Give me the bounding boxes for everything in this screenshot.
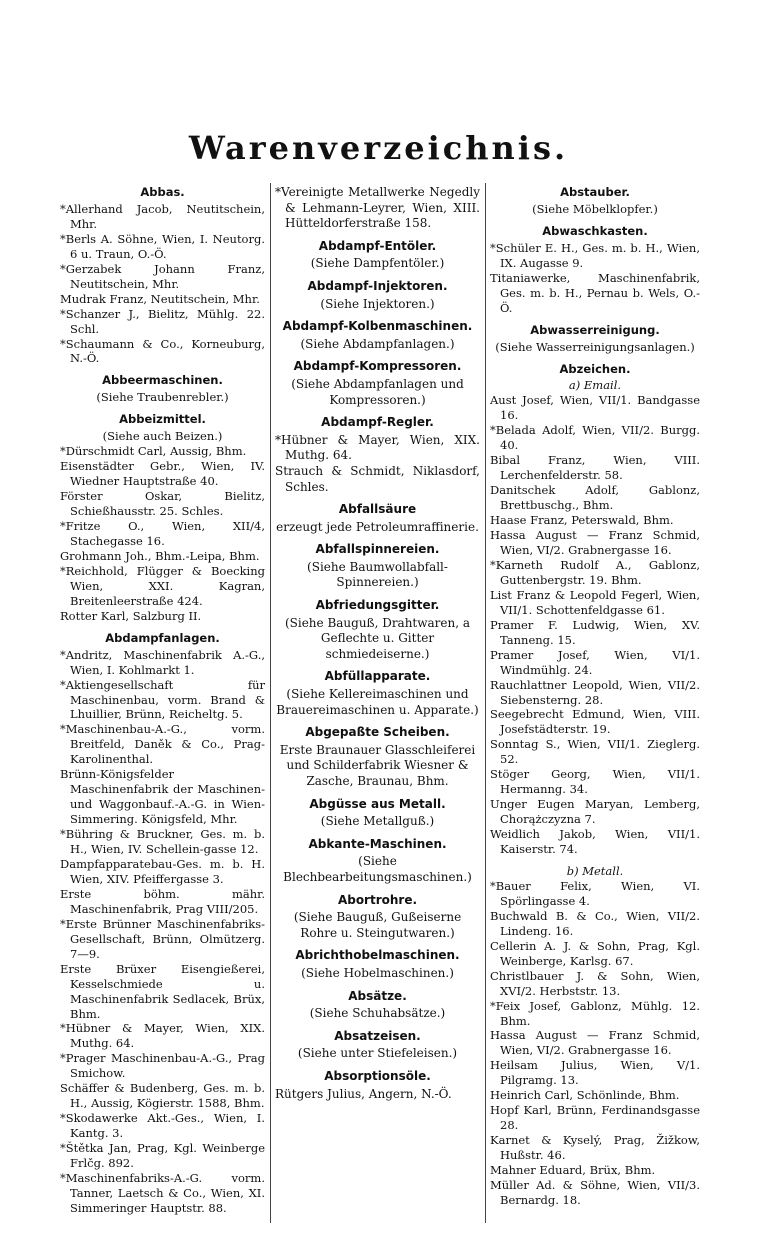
index-section: [275, 502, 480, 535]
section-heading: Abkante-Maschinen.: [308, 836, 447, 851]
index-section: [490, 224, 700, 316]
directory-entry: Schäffer & Budenberg, Ges. m. b. H., Aussig, Kögierstr. 1588, Bhm.: [60, 1081, 265, 1111]
section-heading: Abdampf-Entöler.: [318, 238, 437, 253]
directory-entry: Dampfapparatebau-Ges. m. b. H. Wien, XIV. Pfeiffergasse 3.: [60, 856, 265, 886]
directory-entry: Förster Oskar, Bielitz, Schießhausstr. 25. Schles.: [60, 489, 265, 519]
index-section: [275, 598, 480, 662]
section-heading: Absatzeisen.: [334, 1028, 421, 1043]
directory-entry: Bibal Franz, Wien, VIII. Lerchenfelderstr. 58.: [490, 453, 700, 483]
section-heading: Abbas.: [140, 185, 185, 199]
directory-entry: Strauch & Schmidt, Niklasdorf, Schles.: [275, 463, 480, 494]
directory-entry: Karnet & Kyselý, Prag, Žižkow, Hußstr. 46.: [490, 1133, 700, 1163]
column-2: [275, 185, 480, 1102]
directory-entry: Stöger Georg, Wien, VII/1. Hermanng. 34.: [490, 767, 700, 797]
directory-entry: *Berls A. Söhne, Wien, I. Neutorg. 6 u. Traun, O.-Ö.: [60, 231, 265, 261]
directory-entry: *Schaumann & Co., Korneuburg, N.-Ö.: [60, 336, 265, 366]
index-section: [275, 837, 480, 886]
section-reference: (Siehe Kellereimaschinen und Brauereimaschinen u. Apparate.): [276, 687, 479, 717]
index-section: [275, 1069, 480, 1102]
directory-entry: Rütgers Julius, Angern, N.-Ö.: [275, 1086, 452, 1101]
section-heading: Abgepaßte Scheiben.: [305, 725, 450, 740]
directory-entry: Unger Eugen Maryan, Lemberg, Chorążczyzna 7.: [490, 797, 700, 827]
section-heading: Abdampfanlagen.: [105, 630, 220, 645]
section-heading: Abwaschkasten.: [542, 223, 648, 238]
section-heading: Abrichthobelmaschinen.: [295, 948, 460, 963]
section-heading: Abdampf-Kompressoren.: [293, 359, 462, 374]
index-section: [490, 323, 700, 355]
directory-entry: Hopf Karl, Brünn, Ferdinandsgasse 28.: [490, 1103, 700, 1133]
index-section: [275, 319, 480, 352]
section-heading: Abstauber.: [560, 185, 630, 199]
section-reference: (Siehe Metallguß.): [320, 814, 435, 829]
column-1: [60, 185, 265, 1216]
directory-entry: *Dürschmidt Carl, Aussig, Bhm.: [60, 444, 247, 459]
section-heading: Abfriedungsgitter.: [315, 598, 440, 613]
directory-entry: *Maschinenfabriks-A.-G. vorm. Tanner, Laetsch & Co., Wien, XI. Simmeringer Hauptstr. 88.: [60, 1171, 265, 1215]
directory-entry: Rotter Karl, Salzburg II.: [60, 608, 202, 623]
index-section: [60, 631, 265, 1216]
index-section: [60, 412, 265, 623]
section-reference: (Siehe Möbelklopfer.): [532, 201, 658, 216]
section-reference: (Siehe Blechbearbeitungsmaschinen.): [283, 854, 472, 884]
directory-entry: *Reichhold, Flügger & Boecking Wien, XXI. Kagran, Breitenleerstraße 424.: [60, 563, 265, 608]
directory-entry: Hassa August — Franz Schmid, Wien, VI/2. Grabnergasse 16.: [490, 1028, 700, 1058]
index-section: [275, 893, 480, 942]
directory-entry: Seegebrecht Edmund, Wien, VIII. Josefstädterstr. 19.: [490, 707, 700, 737]
directory-entry: *Schüler E. H., Ges. m. b. H., Wien, IX. Augasse 9.: [490, 240, 700, 270]
index-section: [490, 185, 700, 217]
directory-entry: *Hübner & Mayer, Wien, XIX. Muthg. 64.: [60, 1021, 265, 1051]
index-section: [275, 279, 480, 312]
section-reference: Erste Braunauer Glasschleiferei und Schilderfabrik Wiesner & Zasche, Braunau, Bhm.: [279, 742, 476, 788]
directory-entry: Weidlich Jakob, Wien, VII/1. Kaiserstr. 74.: [490, 827, 700, 857]
index-section: [275, 797, 480, 830]
section-reference: erzeugt jede Petroleumraffinerie.: [276, 519, 479, 534]
index-section: [60, 185, 265, 366]
index-section: [60, 373, 265, 405]
directory-entry: Titaniawerke, Maschinenfabrik, Ges. m. b. H., Pernau b. Wels, O.-Ö.: [490, 270, 700, 315]
column-rule: [485, 183, 486, 1223]
section-heading: Abfüllapparate.: [324, 669, 431, 684]
section-reference: (Siehe Abdampfanlagen und Kompressoren.): [291, 376, 464, 407]
directory-entry: *Andritz, Maschinenfabrik A.-G., Wien, I. Kohlmarkt 1.: [60, 647, 265, 677]
section-reference: (Siehe Hobelmaschinen.): [301, 965, 454, 980]
directory-entry: Buchwald B. & Co., Wien, VII/2. Lindeng. 16.: [490, 908, 700, 938]
section-heading: Abdampf-Injektoren.: [307, 278, 448, 293]
directory-entry: *Bühring & Bruckner, Ges. m. b. H., Wien, IV. Schellein-gasse 12.: [60, 827, 265, 857]
directory-entry: Müller Ad. & Söhne, Wien, VII/3. Bernardg. 18.: [490, 1178, 700, 1207]
index-section: [275, 415, 480, 495]
index-section: [275, 1029, 480, 1062]
section-reference: (Siehe Abdampfanlagen.): [300, 336, 455, 351]
directory-entry: Heilsam Julius, Wien, V/1. Pilgramg. 13.: [490, 1058, 700, 1088]
index-section: [275, 725, 480, 789]
section-heading: Absorptionsöle.: [324, 1068, 431, 1083]
directory-entry: *Aktiengesellschaft für Maschinenbau, vorm. Brand & Lhuillier, Brünn, Reicheltg. 5.: [60, 677, 265, 722]
directory-entry: Erste böhm. mähr. Maschinenfabrik, Prag VIII/205.: [60, 886, 265, 916]
directory-entry: *Belada Adolf, Wien, VII/2. Burgg. 40.: [490, 423, 700, 453]
directory-entry: *Fritze O., Wien, XII/4, Stachegasse 16.: [60, 519, 265, 548]
section-subheading: b) Metall.: [566, 863, 624, 878]
directory-entry: *Bauer Felix, Wien, VI. Spörlingasse 4.: [490, 878, 700, 908]
section-reference: (Siehe Bauguß, Drahtwaren, a Geflechte u. Gitter schmiedeiserne.): [284, 615, 471, 661]
section-heading: Abdampf-Regler.: [321, 415, 434, 430]
section-subheading: a) Email.: [568, 378, 622, 393]
page-title: Warenverzeichnis.: [188, 129, 569, 167]
directory-entry: Cellerin A. J. & Sohn, Prag, Kgl. Weinberge, Karlsg. 67.: [490, 938, 700, 968]
section-reference: (Siehe Baumwollabfall-Spinnereien.): [307, 559, 448, 590]
directory-entry: Christlbauer J. & Sohn, Wien, XVI/2. Herbststr. 13.: [490, 968, 700, 998]
column-rule: [270, 183, 271, 1223]
section-reference: (Siehe auch Beizen.): [102, 429, 223, 444]
section-heading: Abbeermaschinen.: [102, 373, 223, 388]
directory-entry: Grohmann Joh., Bhm.-Leipa, Bhm.: [60, 548, 260, 563]
directory-entry: *Schanzer J., Bielitz, Mühlg. 22. Schl.: [60, 306, 265, 336]
directory-entry: Pramer Josef, Wien, VI/1. Windmühlg. 24.: [490, 647, 700, 677]
directory-entry: *Feix Josef, Gablonz, Mühlg. 12. Bhm.: [490, 998, 700, 1028]
index-section: [275, 185, 480, 232]
directory-entry: *Gerzabek Johann Franz, Neutitschein, Mhr.: [60, 261, 265, 291]
index-section: [275, 948, 480, 981]
section-reference: (Siehe Dampfentöler.): [310, 256, 445, 271]
directory-entry: *Štětka Jan, Prag, Kgl. Weinberge Frlčg. 892.: [60, 1141, 265, 1171]
section-reference: (Siehe Wasserreinigungsanlagen.): [495, 339, 695, 354]
column-3: [490, 185, 700, 1208]
directory-entry: *Allerhand Jacob, Neutitschein, Mhr.: [60, 201, 265, 231]
directory-entry: Mahner Eduard, Brüx, Bhm.: [490, 1163, 656, 1178]
directory-entry: *Skodawerke Akt.-Ges., Wien, I. Kantg. 3.: [60, 1111, 265, 1141]
index-section: [275, 239, 480, 272]
directory-entry: *Hübner & Mayer, Wien, XIX. Muthg. 64.: [275, 432, 480, 463]
directory-entry: List Franz & Leopold Fegerl, Wien, VII/1. Schottenfeldgasse 61.: [490, 587, 700, 617]
index-section: [275, 542, 480, 591]
section-heading: Abfallspinnereien.: [315, 542, 440, 557]
directory-entry: Eisenstädter Gebr., Wien, IV. Wiedner Hauptstraße 40.: [60, 459, 265, 489]
directory-entry: *Prager Maschinenbau-A.-G., Prag Smichow.: [60, 1051, 265, 1081]
section-reference: (Siehe Injektoren.): [320, 296, 435, 311]
index-section: [490, 362, 700, 857]
section-heading: Abzeichen.: [559, 361, 631, 376]
directory-entry: *Karneth Rudolf A., Gablonz, Guttenbergstr. 19. Bhm.: [490, 557, 700, 587]
section-heading: Abdampf-Kolbenmaschinen.: [282, 319, 473, 334]
directory-entry: *Maschinenbau-A.-G., vorm. Breitfeld, Daněk & Co., Prag-Karolinenthal.: [60, 722, 265, 767]
directory-entry: Mudrak Franz, Neutitschein, Mhr.: [60, 291, 260, 306]
section-reference: (Siehe Traubenrebler.): [96, 390, 229, 405]
directory-entry: Haase Franz, Peterswald, Bhm.: [490, 513, 674, 528]
index-section: [490, 864, 700, 1208]
index-section: [275, 669, 480, 718]
section-heading: Absätze.: [348, 988, 407, 1003]
directory-entry: Brünn-Königsfelder Maschinenfabrik der Maschinen- und Waggonbauf.-A.-G. in Wien-Simmering. Königsfeld, Mhr.: [60, 767, 265, 827]
section-heading: Abwasserreinigung.: [530, 322, 660, 337]
section-reference: (Siehe Schuhabsätze.): [309, 1006, 446, 1021]
directory-entry: Rauchlattner Leopold, Wien, VII/2. Siebensterng. 28.: [490, 677, 700, 707]
directory-entry: Danitschek Adolf, Gablonz, Brettbuschg., Bhm.: [490, 483, 700, 513]
directory-entry: Pramer F. Ludwig, Wien, XV. Tanneng. 15.: [490, 617, 700, 647]
index-section: [275, 989, 480, 1022]
directory-entry: Hassa August — Franz Schmid, Wien, VI/2. Grabnergasse 16.: [490, 528, 700, 557]
section-heading: Abortrohre.: [337, 892, 418, 907]
directory-entry: Heinrich Carl, Schönlinde, Bhm.: [490, 1088, 680, 1103]
section-reference: (Siehe unter Stiefeleisen.): [297, 1046, 458, 1061]
directory-entry: *Vereinigte Metallwerke Negedly & Lehmann-Leyrer, Wien, XIII. Hütteldorferstraße 158.: [275, 185, 480, 231]
directory-entry: *Erste Brünner Maschinenfabriks-Gesellschaft, Brünn, Olmützerg. 7—9.: [60, 916, 265, 961]
directory-entry: Aust Josef, Wien, VII/1. Bandgasse 16.: [490, 393, 700, 423]
section-heading: Abfallsäure: [338, 502, 417, 517]
section-reference: (Siehe Bauguß, Gußeiserne Rohre u. Steingutwaren.): [293, 910, 462, 940]
section-heading: Abbeizmittel.: [119, 412, 206, 427]
directory-entry: Erste Brüxer Eisengießerei, Kesselschmiede u. Maschinenfabrik Sedlacek, Brüx, Bhm.: [60, 961, 265, 1021]
directory-entry: Sonntag S., Wien, VII/1. Zieglerg. 52.: [490, 737, 700, 767]
section-heading: Abgüsse aus Metall.: [309, 796, 446, 811]
index-section: [275, 359, 480, 408]
